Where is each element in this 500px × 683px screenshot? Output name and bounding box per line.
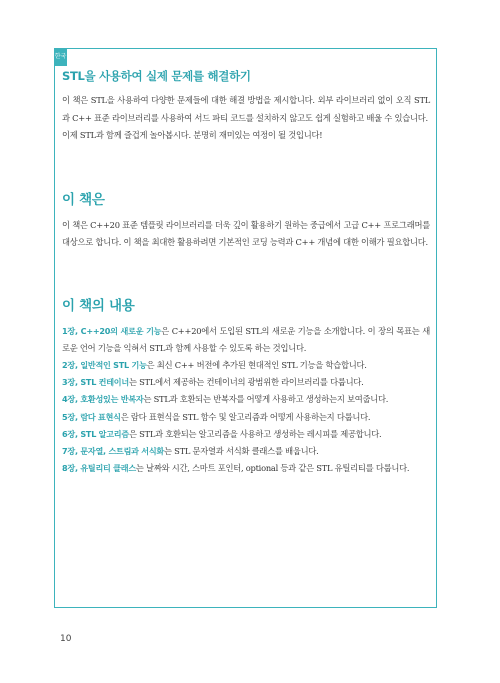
chapter-label: 7장, 문자열, 스트림과 서식화 [62,445,164,456]
intro-paragraph-1: 이 책은 STL을 사용하여 다양한 문제들에 대한 해결 방법을 제시합니다. 외부 라이브러리 없이 오직 STL과 C++ 표준 라이브러리를 사용하여 서드 파티 코드를 설치하지 않고도 쉽게 실험하고 배울 수 있습니다. [62,95,430,123]
chapter-description: 는 STL과 호환되는 반복자를 어떻게 사용하고 생성하는지 보여줍니다. [143,394,389,405]
chapter-label: 4장, 호환성있는 반복자 [62,394,144,405]
page-content [62,68,430,477]
chapter-description: 는 STL에서 제공하는 컨테이너의 광범위한 라이브러리를 다룹니다. [128,377,364,388]
chapter-item [62,323,430,357]
chapter-item [62,460,430,477]
chapter-item [62,443,430,460]
about-title: 이 책은 [62,191,105,208]
page-number: 10 [60,634,72,644]
chapter-item [62,409,430,426]
chapter-label: 3장, STL 컨테이너 [62,377,129,388]
contents-title: 이 책의 내용 [62,297,135,314]
chapter-description: 는 STL 문자열과 서식화 클래스를 배웁니다. [164,445,319,456]
chapter-label: 1장, C++20의 새로운 기능 [62,325,162,336]
chapter-label: 6장, STL 알고리즘 [62,428,129,439]
chapter-description: 은 람다 표현식을 STL 함수 및 알고리즘과 어떻게 사용하는지 다룹니다. [120,411,371,422]
intro-title: STL을 사용하여 실제 문제를 해결하기 [62,69,251,83]
chapter-description: 은 STL과 호환되는 알고리즘을 사용하고 생성하는 레시피를 제공합니다. [128,428,382,439]
chapter-label: 2장, 일반적인 STL 기능 [62,359,147,370]
chapter-list [62,323,430,478]
chapter-description: 은 C++20에서 도입된 STL의 새로운 기능을 소개합니다. 이 장의 목표는 새로운 언어 기능을 익혀서 STL과 함께 사용할 수 있도록 하는 것입니다. [62,325,430,353]
corner-tab: 한국 [54,48,67,66]
chapter-item [62,374,430,391]
chapter-label: 5장, 람다 표현식 [62,411,121,422]
chapter-item [62,357,430,374]
chapter-item [62,391,430,408]
chapter-description: 는 날짜와 시간, 스마트 포인터, optional 등과 같은 STL 유틸리티를 다룹니다. [135,463,410,474]
chapter-item [62,426,430,443]
chapter-description: 은 최신 C++ 버전에 추가된 현대적인 STL 기능을 학습합니다. [146,359,367,370]
about-paragraph: 이 책은 C++20 표준 템플릿 라이브러리를 더욱 깊이 활용하기 원하는 중급에서 고급 C++ 프로그래머를 대상으로 합니다. 이 책을 최대한 활용하려면 기본적인 코딩 능력과 C++ 개념에 대한 이해가 필요합니다. [62,219,430,247]
intro-paragraph-2: 이제 STL과 함께 즐겁게 놀아봅시다. 분명히 재미있는 여정이 될 것입니다! [62,130,323,140]
chapter-label: 8장, 유틸리티 클래스 [62,463,136,474]
